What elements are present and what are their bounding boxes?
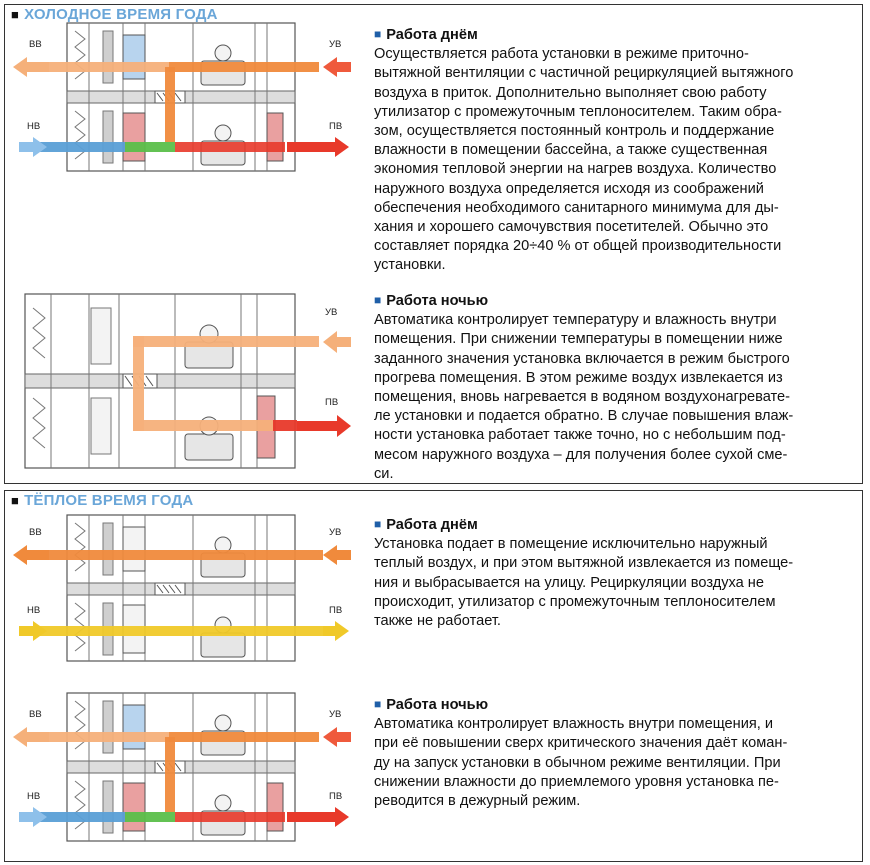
label-uv: УВ — [329, 709, 342, 720]
label-pv: ПВ — [329, 791, 343, 802]
arrow-nv — [19, 807, 47, 827]
warm-day-heading: ■ Работа днём — [374, 517, 478, 533]
warm-night-heading: ■ Работа ночью — [374, 697, 489, 713]
label-vv: ВВ — [29, 709, 42, 720]
air-heater — [123, 783, 145, 831]
arrow-uv — [323, 331, 351, 353]
cold-season-section — [4, 4, 863, 484]
cold-night-text: Автоматика контролирует температуру и влажность внутри помещения. При снижении температуры в помещении ниже заданного значения установка включается в режим быстрого прогрева помещения. В этом режиме воздух извлекается из помещения, вновь нагревается в водяном воздухонагревате- ле установки и подается обратно. В случае повышения влаж- ности установка работает также точно, но с небольшим под- месом наружного воздуха – для получения более сухой сме- си. — [374, 312, 794, 482]
warm-day-diagram — [5, 505, 367, 673]
label-pv: ПВ — [329, 121, 343, 132]
arrow-uv — [323, 727, 351, 747]
cold-day-block — [374, 25, 858, 276]
label-uv: УВ — [329, 39, 342, 50]
arrow-pv — [287, 807, 349, 827]
cold-night-diagram — [5, 288, 367, 483]
arrow-vv — [13, 57, 49, 77]
label-nv: НВ — [27, 121, 41, 132]
cold-day-heading: ■ Работа днём — [374, 27, 478, 43]
air-heater — [123, 113, 145, 161]
warm-season-title: ■ ТЁПЛОЕ ВРЕМЯ ГОДА — [11, 492, 194, 509]
label-pv: ПВ — [325, 397, 339, 408]
arrow-pv — [287, 137, 349, 157]
arrow-uv — [323, 57, 351, 77]
warm-night-text: Автоматика контролирует влажность внутри помещения, и при её повышении сверх критического значения даёт коман- ду на запуск установки в обычном режиме вентиляции. При снижении влажности до приемлемого уровня установка пе- реводится в дежурный режим. — [374, 716, 788, 810]
label-uv: УВ — [329, 527, 342, 538]
label-nv: НВ — [27, 605, 41, 616]
arrow-vv — [13, 727, 49, 747]
warm-day-block — [374, 515, 858, 631]
cold-night-block — [374, 291, 858, 484]
label-vv: ВВ — [29, 527, 42, 538]
arrow-nv — [19, 137, 47, 157]
warm-season-section — [4, 490, 863, 862]
warm-day-text: Установка подает в помещение исключительно наружный теплый воздух, и при этом вытяжной извлекается из помеще- ния и выбрасывается на улицу. Рециркуляции воздуха не происходит, утилизатор с промежуточным теплоносителем также не работает. — [374, 536, 794, 630]
label-vv: ВВ — [29, 39, 42, 50]
label-nv: НВ — [27, 791, 41, 802]
label-uv: УВ — [325, 307, 338, 318]
arrow-pv — [297, 415, 351, 437]
warm-night-diagram — [5, 687, 367, 852]
arrow-uv — [323, 545, 351, 565]
cold-day-diagram — [5, 17, 367, 182]
air-cooler — [123, 35, 145, 79]
unit-housing — [67, 515, 295, 661]
arrow-vv — [13, 545, 49, 565]
warm-night-block — [374, 695, 858, 811]
cold-day-text: Осуществляется работа установки в режиме приточно- вытяжной вентиляции с частичной рециркуляцией вытяжного воздуха в приток. Дополнительно выполняет свою работу утилизатор с промежуточным теплоносителем. Таким обра- зом, осуществляется постоянный контроль и поддержание влажности в помещении бассейна, а также существенная экономия тепловой энергии на нагрев воздуха. Количество наружного воздуха определяется исходя из соображений обеспечения необходимого санитарного минимума для ды- хания и хорошего самочувствия посетителей. Обычно это составляет порядка 20÷40 % от общей производительности установки. — [374, 46, 794, 274]
unit-housing — [25, 294, 295, 468]
arrow-nv — [19, 621, 47, 641]
heater-2 — [267, 783, 283, 831]
heater-2 — [267, 113, 283, 161]
label-pv: ПВ — [329, 605, 343, 616]
air-cooler — [123, 705, 145, 749]
arrow-pv — [323, 621, 349, 641]
cold-night-heading: ■ Работа ночью — [374, 293, 489, 309]
cold-season-title: ■ ХОЛОДНОЕ ВРЕМЯ ГОДА — [11, 6, 218, 23]
